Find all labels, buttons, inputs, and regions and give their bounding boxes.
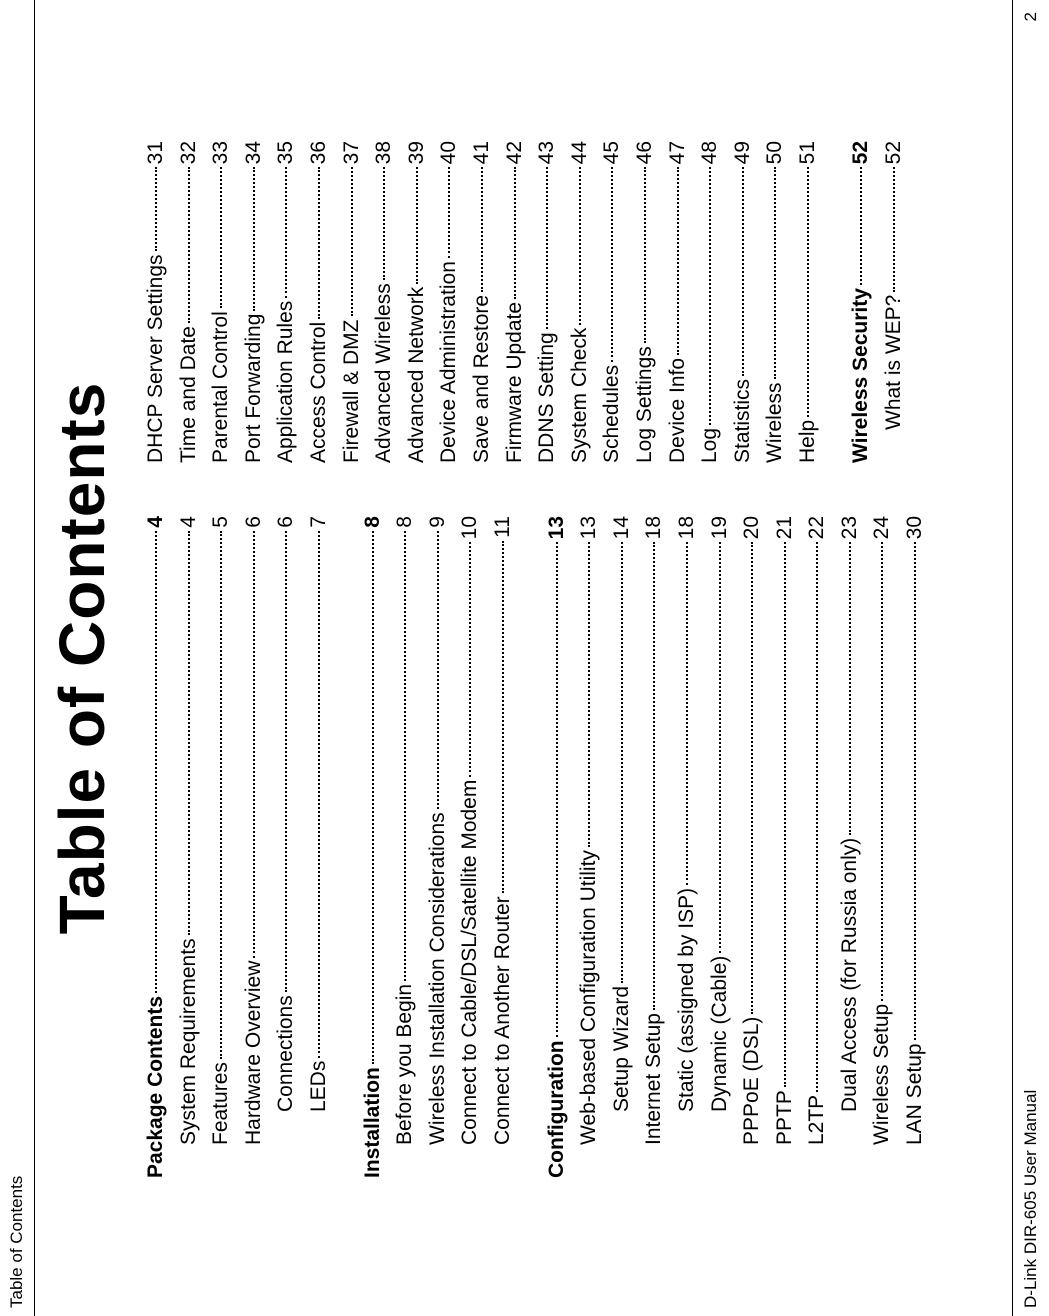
toc-entry-page-number: 8 bbox=[393, 516, 417, 528]
toc-entry-label: System Check bbox=[567, 327, 591, 463]
toc-entry-page-number: 48 bbox=[698, 141, 722, 165]
toc-entry-label: Web-based Configuration Utility bbox=[577, 850, 601, 1145]
toc-entry-page-number: 36 bbox=[306, 141, 330, 165]
dot-leader bbox=[220, 167, 222, 308]
toc-entry-label: LEDs bbox=[306, 1060, 330, 1112]
toc-entry-leds[interactable] bbox=[303, 516, 336, 1178]
dot-leader bbox=[686, 542, 688, 885]
dot-leader bbox=[514, 167, 516, 299]
dot-leader bbox=[860, 167, 862, 285]
toc-entry-hardware-overview[interactable] bbox=[238, 516, 271, 1178]
toc-entry-page-number: 31 bbox=[144, 141, 167, 165]
dot-leader bbox=[383, 167, 385, 280]
toc-entry-label: Internet Setup bbox=[642, 1013, 666, 1145]
toc-entry-page-number: 20 bbox=[740, 516, 764, 540]
toc-entry-label: Parental Control bbox=[209, 311, 233, 463]
toc-entry-label: Connections bbox=[274, 995, 298, 1112]
toc-entry-page-number: 6 bbox=[274, 516, 298, 528]
toc-entry-internet-setup[interactable] bbox=[638, 516, 671, 1178]
toc-entry-page-number: 10 bbox=[458, 516, 482, 540]
dot-leader bbox=[253, 167, 255, 310]
toc-entry-page-number: 7 bbox=[306, 516, 330, 528]
toc-entry-page-number: 47 bbox=[665, 141, 689, 165]
toc-entry-label: Log bbox=[698, 427, 722, 463]
dot-leader bbox=[318, 531, 320, 1058]
dot-leader bbox=[719, 542, 721, 952]
toc-entry-firmware-update[interactable] bbox=[499, 141, 532, 463]
toc-entry-page-number: 45 bbox=[600, 141, 624, 165]
toc-entry-label: DDNS Setting bbox=[535, 332, 559, 463]
toc-entry-label: What is WEP? bbox=[882, 294, 906, 430]
toc-entry-statistics[interactable] bbox=[727, 141, 760, 463]
toc-entry-label: Connect to Another Router bbox=[490, 896, 514, 1145]
toc-entry-installation[interactable] bbox=[357, 516, 390, 1178]
toc-entry-dhcp-server-settings[interactable] bbox=[140, 141, 173, 463]
toc-entry-label: Device Info bbox=[665, 357, 689, 463]
dot-leader bbox=[644, 167, 646, 343]
toc-entry-label: Advanced Wireless bbox=[372, 283, 396, 463]
toc-entry-l2tp[interactable] bbox=[801, 516, 834, 1178]
dot-leader bbox=[448, 167, 450, 258]
toc-entry-label: L2TP bbox=[805, 1094, 829, 1145]
footer-page-number: 2 bbox=[1021, 12, 1040, 22]
toc-entry-schedules[interactable] bbox=[596, 141, 629, 463]
toc-entry-before-you-begin[interactable] bbox=[389, 516, 422, 1178]
dot-leader bbox=[816, 542, 818, 1091]
toc-entry-log[interactable] bbox=[694, 141, 727, 463]
dot-leader bbox=[188, 167, 190, 323]
toc-entry-static-assigned-by-isp[interactable] bbox=[671, 516, 704, 1178]
dot-leader bbox=[481, 167, 483, 292]
dot-leader bbox=[285, 531, 287, 993]
toc-entry-page-number: 40 bbox=[437, 141, 461, 165]
dot-leader bbox=[893, 167, 895, 291]
dot-leader bbox=[437, 531, 439, 810]
toc-entry-help[interactable] bbox=[792, 141, 825, 463]
toc-entry-page-number: 38 bbox=[372, 141, 396, 165]
dot-leader bbox=[611, 167, 613, 362]
toc-entry-label: Package Contents bbox=[144, 995, 167, 1178]
toc-entry-dynamic-cable[interactable] bbox=[704, 516, 737, 1178]
dot-leader bbox=[621, 542, 623, 983]
toc-entry-web-based-configuration-utility[interactable] bbox=[573, 516, 606, 1178]
dot-leader bbox=[709, 167, 711, 425]
toc-entry-system-requirements[interactable] bbox=[173, 516, 206, 1178]
toc-entry-page-number: 35 bbox=[274, 141, 298, 165]
dot-leader bbox=[579, 167, 581, 324]
toc-entry-wireless-setup[interactable] bbox=[866, 516, 899, 1178]
toc-entry-label: Wireless bbox=[763, 382, 787, 463]
toc-entry-wireless-security[interactable] bbox=[845, 141, 878, 463]
toc-entry-label: Dual Access (for Russia only) bbox=[837, 837, 861, 1112]
running-footer bbox=[1013, 0, 1049, 1316]
toc-entry-device-administration[interactable] bbox=[433, 141, 466, 463]
footer-manual-name: D-Link DIR-605 User Manual bbox=[1021, 1089, 1040, 1308]
toc-entry-label: Help bbox=[795, 419, 819, 463]
running-header bbox=[0, 0, 34, 1316]
toc-column-left bbox=[140, 516, 932, 1178]
dot-leader bbox=[784, 542, 786, 1087]
toc-entry-advanced-network[interactable] bbox=[401, 141, 434, 463]
toc-entry-label: DHCP Server Settings bbox=[144, 254, 167, 463]
toc-entry-label: Configuration bbox=[544, 1040, 568, 1178]
toc-entry-page-number: 41 bbox=[469, 141, 493, 165]
page-title: Table of Contents bbox=[46, 381, 118, 935]
toc-entry-page-number: 4 bbox=[176, 516, 200, 528]
toc-column-right bbox=[140, 141, 911, 463]
dot-leader bbox=[881, 542, 883, 1000]
dot-leader bbox=[742, 167, 744, 376]
toc-entry-page-number: 11 bbox=[490, 516, 514, 538]
toc-entry-page-number: 21 bbox=[772, 516, 796, 540]
toc-entry-setup-wizard[interactable] bbox=[606, 516, 639, 1178]
dot-leader bbox=[469, 542, 471, 776]
toc-entry-parental-control[interactable] bbox=[205, 141, 238, 463]
toc-entry-label: PPTP bbox=[772, 1090, 796, 1145]
toc-entry-page-number: 24 bbox=[870, 516, 894, 540]
toc-entry-page-number: 19 bbox=[707, 516, 731, 540]
toc-entry-dual-access-for-russia-only[interactable] bbox=[834, 516, 867, 1178]
toc-entry-page-number: 51 bbox=[795, 141, 819, 165]
toc-entry-label: PPPoE (DSL) bbox=[740, 1016, 764, 1145]
toc-entry-label: LAN Setup bbox=[903, 1043, 927, 1145]
toc-entry-page-number: 13 bbox=[544, 516, 568, 540]
dot-leader bbox=[220, 531, 222, 1059]
toc-entry-page-number: 50 bbox=[763, 141, 787, 165]
toc-entry-page-number: 9 bbox=[425, 516, 449, 528]
toc-entry-page-number: 34 bbox=[241, 141, 265, 165]
dot-leader bbox=[253, 531, 255, 958]
toc-entry-lan-setup[interactable] bbox=[899, 516, 932, 1178]
toc-entry-page-number: 4 bbox=[144, 516, 167, 528]
toc-entry-page-number: 33 bbox=[209, 141, 233, 165]
running-header-text: Table of Contents bbox=[7, 1175, 26, 1308]
toc-entry-page-number: 42 bbox=[502, 141, 526, 165]
toc-entry-page-number: 8 bbox=[360, 516, 384, 528]
toc-entry-label: Connect to Cable/DSL/Satellite Modem bbox=[458, 779, 482, 1145]
toc-entry-package-contents[interactable] bbox=[140, 516, 173, 1178]
dot-leader bbox=[188, 531, 190, 936]
toc-entry-page-number: 52 bbox=[882, 141, 906, 165]
dot-leader bbox=[285, 167, 287, 297]
toc-entry-label: Installation bbox=[360, 1067, 384, 1178]
dot-leader bbox=[677, 167, 679, 355]
toc-entry-log-settings[interactable] bbox=[629, 141, 662, 463]
toc-entry-label: Application Rules bbox=[274, 300, 298, 463]
toc-entry-label: Time and Date bbox=[176, 326, 200, 463]
toc-entry-page-number: 49 bbox=[730, 141, 754, 165]
toc-entry-label: Wireless Setup bbox=[870, 1003, 894, 1145]
dot-leader bbox=[155, 167, 157, 251]
dot-leader bbox=[155, 531, 157, 993]
dot-leader bbox=[774, 167, 776, 379]
toc-entry-label: Firmware Update bbox=[502, 301, 526, 463]
toc-entry-page-number: 14 bbox=[609, 516, 633, 540]
toc-entry-pppoe-dsl[interactable] bbox=[736, 516, 769, 1178]
toc-entry-page-number: 52 bbox=[849, 141, 873, 165]
toc-entry-page-number: 44 bbox=[567, 141, 591, 165]
toc-entry-firewall-dmz[interactable] bbox=[336, 141, 369, 463]
left-border-line bbox=[34, 0, 35, 1316]
toc-entry-device-info[interactable] bbox=[662, 141, 695, 463]
toc-entry-configuration[interactable] bbox=[541, 516, 574, 1178]
toc-entry-connections[interactable] bbox=[270, 516, 303, 1178]
toc-entry-label: Log Settings bbox=[632, 346, 656, 463]
toc-entry-advanced-wireless[interactable] bbox=[368, 141, 401, 463]
toc-entry-features[interactable] bbox=[205, 516, 238, 1178]
toc-entry-label: Wireless Security bbox=[849, 288, 873, 463]
toc-entry-label: Access Control bbox=[306, 321, 330, 463]
dot-leader bbox=[318, 167, 320, 318]
toc-entry-page-number: 30 bbox=[903, 516, 927, 540]
toc-entry-page-number: 43 bbox=[535, 141, 559, 165]
toc-entry-label: Firewall & DMZ bbox=[339, 319, 363, 463]
toc-entry-page-number: 46 bbox=[632, 141, 656, 165]
toc-entry-connect-to-cable-dsl-satellite-modem[interactable] bbox=[454, 516, 487, 1178]
dot-leader bbox=[914, 542, 916, 1040]
dot-leader bbox=[807, 167, 809, 416]
toc-entry-label: Wireless Installation Considerations bbox=[425, 812, 449, 1145]
dot-leader bbox=[588, 542, 590, 847]
toc-entry-page-number: 6 bbox=[241, 516, 265, 528]
dot-leader bbox=[849, 542, 851, 834]
dot-leader bbox=[416, 167, 418, 283]
toc-entry-page-number: 37 bbox=[339, 141, 363, 165]
toc-page bbox=[40, 0, 1010, 1316]
dot-leader bbox=[372, 531, 374, 1064]
toc-entry-save-and-restore[interactable] bbox=[466, 141, 499, 463]
toc-entry-label: Before you Begin bbox=[393, 983, 417, 1145]
toc-entry-system-check[interactable] bbox=[564, 141, 597, 463]
toc-entry-page-number: 5 bbox=[209, 516, 233, 528]
toc-entry-page-number: 39 bbox=[404, 141, 428, 165]
toc-entry-label: Setup Wizard bbox=[609, 985, 633, 1112]
dot-leader bbox=[404, 531, 406, 981]
toc-entry-label: Statistics bbox=[730, 378, 754, 463]
toc-entry-label: Static (assigned by ISP) bbox=[674, 887, 698, 1112]
toc-entry-application-rules[interactable] bbox=[270, 141, 303, 463]
toc-entry-page-number: 18 bbox=[674, 516, 698, 540]
dot-leader bbox=[546, 167, 548, 329]
toc-entry-access-control[interactable] bbox=[303, 141, 336, 463]
toc-entry-label: Hardware Overview bbox=[241, 960, 265, 1145]
toc-entry-ddns-setting[interactable] bbox=[531, 141, 564, 463]
toc-entry-time-and-date[interactable] bbox=[173, 141, 206, 463]
toc-entry-page-number: 13 bbox=[577, 516, 601, 540]
toc-entry-label: Features bbox=[209, 1062, 233, 1145]
toc-entry-pptp[interactable] bbox=[769, 516, 802, 1178]
toc-entry-wireless-installation-considerations[interactable] bbox=[422, 516, 455, 1178]
toc-entry-label: Dynamic (Cable) bbox=[707, 955, 731, 1112]
toc-entry-label: Save and Restore bbox=[469, 294, 493, 463]
toc-entry-connect-to-another-router[interactable] bbox=[487, 516, 520, 1178]
toc-entry-label: Port Forwarding bbox=[241, 313, 265, 463]
dot-leader bbox=[502, 541, 504, 894]
toc-entry-label: System Requirements bbox=[176, 938, 200, 1145]
toc-entry-page-number: 23 bbox=[837, 516, 861, 540]
dot-leader bbox=[653, 542, 655, 1010]
toc-entry-label: Advanced Network bbox=[404, 286, 428, 463]
toc-entry-page-number: 22 bbox=[805, 516, 829, 540]
dot-leader bbox=[351, 167, 353, 316]
toc-entry-page-number: 32 bbox=[176, 141, 200, 165]
toc-entry-what-is-wep[interactable] bbox=[878, 141, 911, 463]
toc-entry-page-number: 18 bbox=[642, 516, 666, 540]
dot-leader bbox=[751, 542, 753, 1013]
toc-entry-wireless[interactable] bbox=[759, 141, 792, 463]
toc-entry-label: Schedules bbox=[600, 364, 624, 463]
dot-leader bbox=[556, 542, 558, 1037]
toc-entry-label: Device Administration bbox=[437, 261, 461, 463]
toc-entry-port-forwarding[interactable] bbox=[238, 141, 271, 463]
